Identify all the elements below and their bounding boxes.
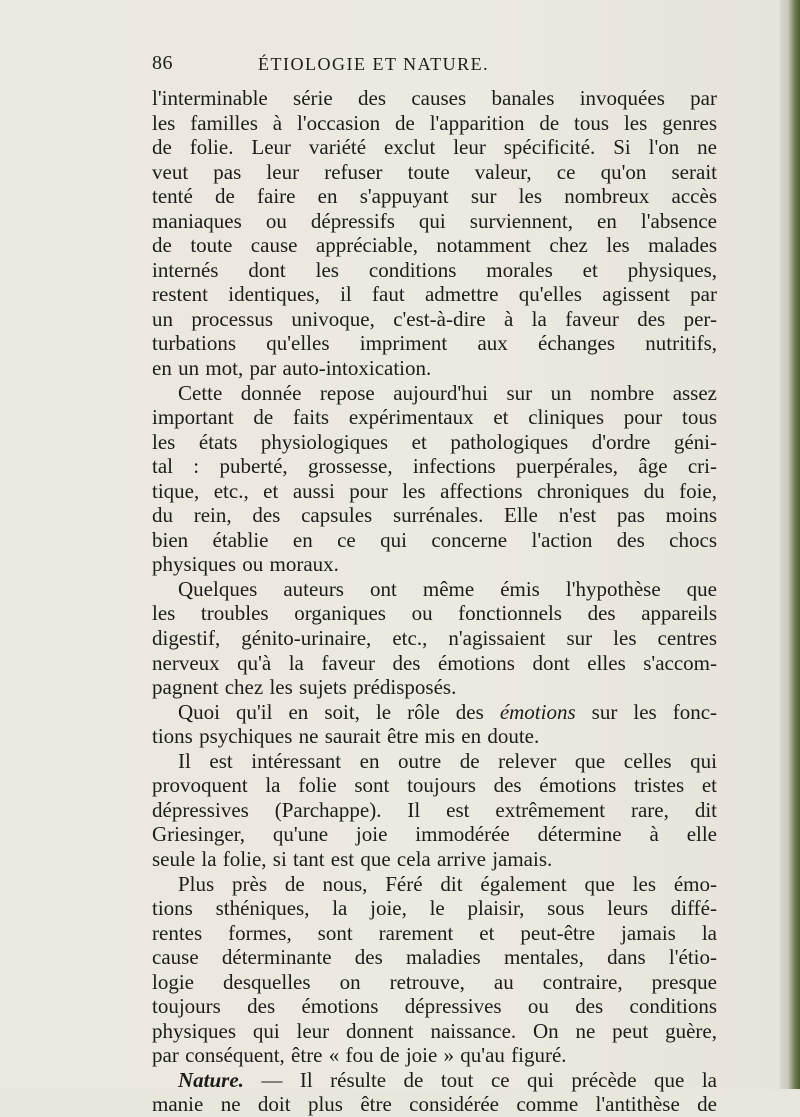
text-line: veut pas leur refuser toute valeur, ce qu'on serait [152, 159, 717, 184]
text-line: rentes formes, sont rarement et peut-être jamais la [152, 920, 717, 945]
text-line: l'interminable série des causes banales invoquées par [152, 86, 717, 110]
text-line: nerveux qu'à la faveur des émotions dont elles s'accom- [152, 650, 717, 675]
text-line: pagnent chez les sujets prédisposés. [152, 675, 457, 700]
italic-term: émotions [499, 699, 576, 724]
text-line: de toute cause appréciable, notamment chez les malades [152, 233, 717, 258]
body-text [152, 86, 717, 1117]
running-title: ÉTIOLOGIE ET NATURE. [258, 54, 490, 74]
text-line: Plus près de nous, Féré dit également que les émo- [178, 871, 717, 896]
text-line: restent identiques, il faut admettre qu'elles agissent par [152, 282, 717, 307]
text-line: par conséquent, être « fou de joie » qu'au figuré. [152, 1043, 567, 1068]
text-line: logie desquelles on retrouve, au contraire, presque [152, 969, 717, 994]
text-line: tique, etc., et aussi pour les affections chroniques du foie, [152, 478, 717, 503]
text-line: tal : puberté, grossesse, infections puerpérales, âge cri- [152, 454, 717, 479]
text-line: un processus univoque, c'est-à-dire à la faveur des per- [152, 306, 717, 331]
text-line: cause déterminante des maladies mentales, dans l'étio- [152, 945, 717, 970]
text-line: Griesinger, qu'une joie immodérée détermine à elle [152, 822, 717, 847]
text-line: turbations qu'elles impriment aux échanges nutritifs, [152, 331, 717, 356]
text-line: provoquent la folie sont toujours des émotions tristes et [152, 773, 717, 798]
section-heading: Nature. [178, 1067, 244, 1092]
text-line: important de faits expérimentaux et cliniques pour tous [152, 405, 717, 430]
text-line: dépressives (Parchappe). Il est extrêmement rare, dit [152, 797, 717, 822]
text-line: Cette donnée repose aujourd'hui sur un nombre assez [178, 380, 717, 405]
text-line: digestif, génito-urinaire, etc., n'agissaient sur les centres [152, 626, 717, 651]
page-edge [780, 0, 800, 1089]
text-line: de folie. Leur variété exclut leur spécificité. Si l'on ne [152, 135, 717, 160]
text-line: internés dont les conditions morales et physiques, [152, 257, 717, 282]
text-line: du rein, des capsules surrénales. Elle n'est pas moins [152, 503, 717, 528]
text-line: tions sthéniques, la joie, le plaisir, sous leurs diffé- [152, 896, 717, 921]
text-line: Quelques auteurs ont même émis l'hypothèse que [178, 576, 717, 601]
text-line: tenté de faire en s'appuyant sur les nombreux accès [152, 184, 717, 209]
text-line: les troubles organiques ou fonctionnels des appareils [152, 601, 717, 626]
text-line: toujours des émotions dépressives ou des conditions [152, 994, 717, 1019]
text-line: les familles à l'occasion de l'apparition de tous les genres [152, 110, 717, 135]
text-line: physiques ou moraux. [152, 552, 339, 577]
text-line: les états physiologiques et pathologiques d'ordre géni- [152, 429, 717, 454]
text-line: tions psychiques ne saurait être mis en doute. [152, 724, 540, 749]
text-line: Il est intéressant en outre de relever que celles qui [178, 748, 717, 773]
text-segment: sur les fonc- [591, 699, 718, 724]
text-line: maniaques ou dépressifs qui surviennent, en l'absence [152, 208, 717, 233]
text-line: en un mot, par auto-intoxication. [152, 356, 432, 381]
page-number: 86 [152, 52, 173, 74]
text-line: physiques qui leur donnent naissance. On ne peut guère, [152, 1018, 717, 1043]
text-line: bien établie en ce qui concerne l'action des chocs [152, 527, 717, 552]
text-line [152, 700, 717, 725]
text-segment: — Il résulte de tout ce qui précède que la [261, 1067, 717, 1092]
text-line: seule la folie, si tant est que cela arrive jamais. [152, 846, 553, 871]
text-segment: Quoi qu'il en soit, le rôle des [178, 699, 484, 724]
text-line: manie ne doit plus être considérée comme l'antithèse de [152, 1092, 717, 1117]
